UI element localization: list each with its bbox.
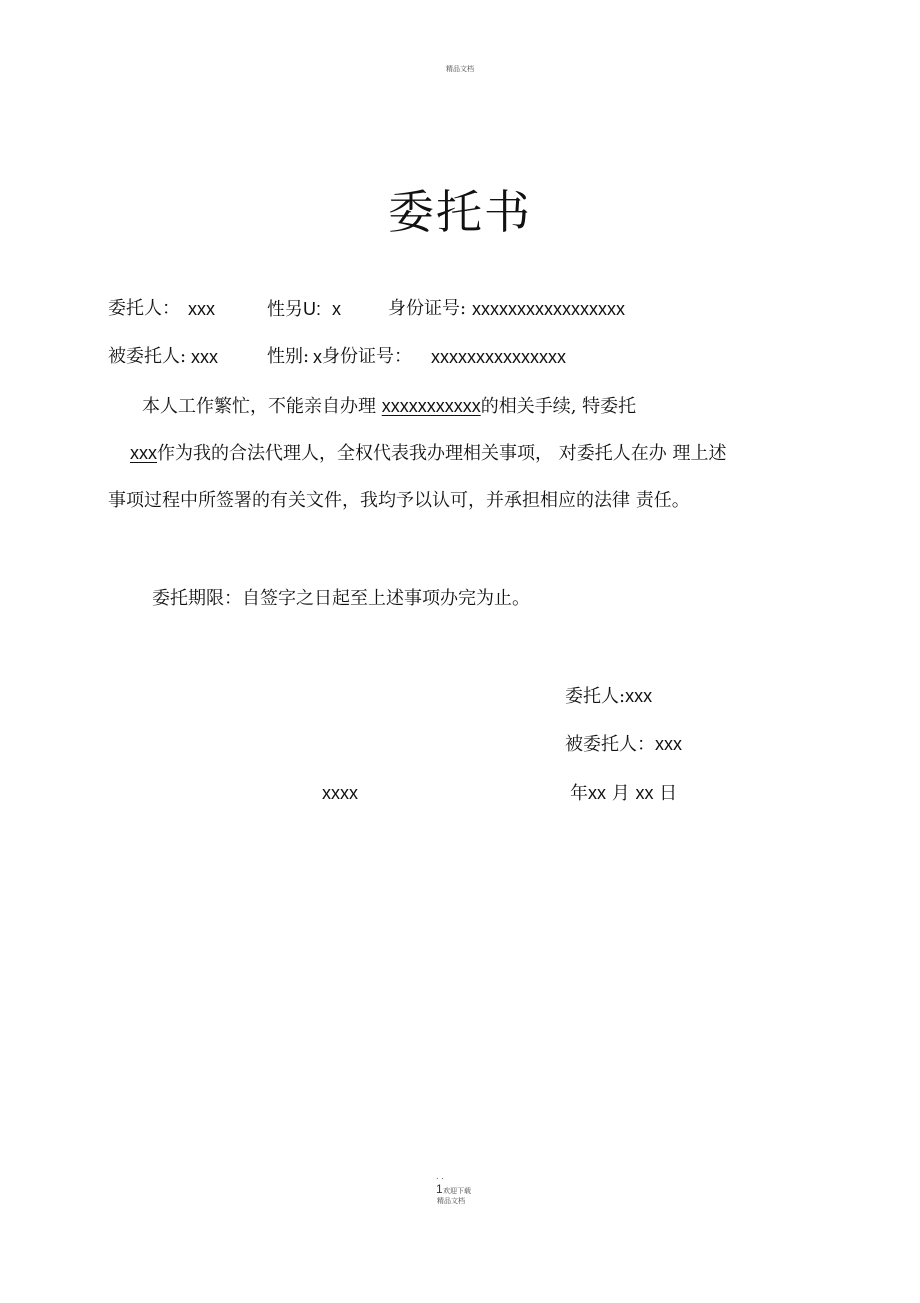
agent-id: xxxxxxxxxxxxxxx — [431, 347, 566, 367]
signature-year-char: 年 — [570, 783, 588, 804]
footer-page-number: 1 — [436, 1182, 443, 1196]
footer-watermark: 精品文档 — [437, 1197, 465, 1205]
signature-principal-label: 委托人: — [565, 686, 626, 707]
principal-id: xxxxxxxxxxxxxxxxx — [472, 299, 625, 319]
body-line-1 — [142, 394, 636, 419]
agent-id-label: 身份证号： — [322, 346, 412, 367]
matter-placeholder: xxxxxxxxxxx — [381, 396, 481, 416]
signature-agent — [565, 732, 682, 757]
agent-gender: x — [313, 347, 322, 367]
body-line-2 — [130, 441, 726, 466]
signature-year: xxxx — [322, 783, 358, 803]
signature-principal-value: xxx — [625, 686, 653, 706]
signature-agent-label: 被委托人： — [565, 734, 655, 755]
principal-gender-label: 性另U: — [267, 299, 321, 319]
signature-agent-value: xxx — [655, 734, 682, 754]
signature-month: xx — [588, 783, 606, 803]
body-line-1-suffix: 的相关手续, 特委托 — [480, 396, 637, 417]
signature-principal — [565, 684, 652, 709]
body-line-2-text: 作为我的合法代理人，全权代表我办理相关事项， 对委托人在办 理上述 — [157, 443, 727, 464]
agent-name: xxx — [191, 347, 218, 367]
signature-date — [570, 781, 677, 806]
principal-name: xxx — [188, 299, 215, 319]
signature-month-char: 月 — [606, 783, 636, 804]
footer-download-text: 欢迎下载 — [443, 1187, 471, 1195]
authorization-term: 委托期限：自签字之日起至上述事项办完为止。 — [152, 588, 530, 609]
header-watermark: 精品文档 — [446, 65, 474, 73]
signature-day: xx — [635, 783, 654, 803]
principal-label: 委托人： — [108, 298, 180, 319]
agent-gender-label: 性别: — [267, 346, 310, 367]
agent-placeholder: xxx — [130, 443, 157, 463]
principal-gender: x — [332, 299, 341, 319]
signature-day-char: 日 — [653, 783, 678, 804]
body-line-3: 事项过程中所签署的有关文件，我均予以认可，并承担相应的法律 责任。 — [108, 490, 690, 511]
document-title: 委托书 — [388, 185, 532, 239]
body-line-1-prefix: 本人工作繁忙，不能亲自办理 — [142, 396, 382, 417]
footer-dots: . . — [436, 1172, 444, 1181]
principal-id-label: 身份证号: — [388, 298, 467, 319]
agent-label: 被委托人: — [108, 346, 187, 367]
